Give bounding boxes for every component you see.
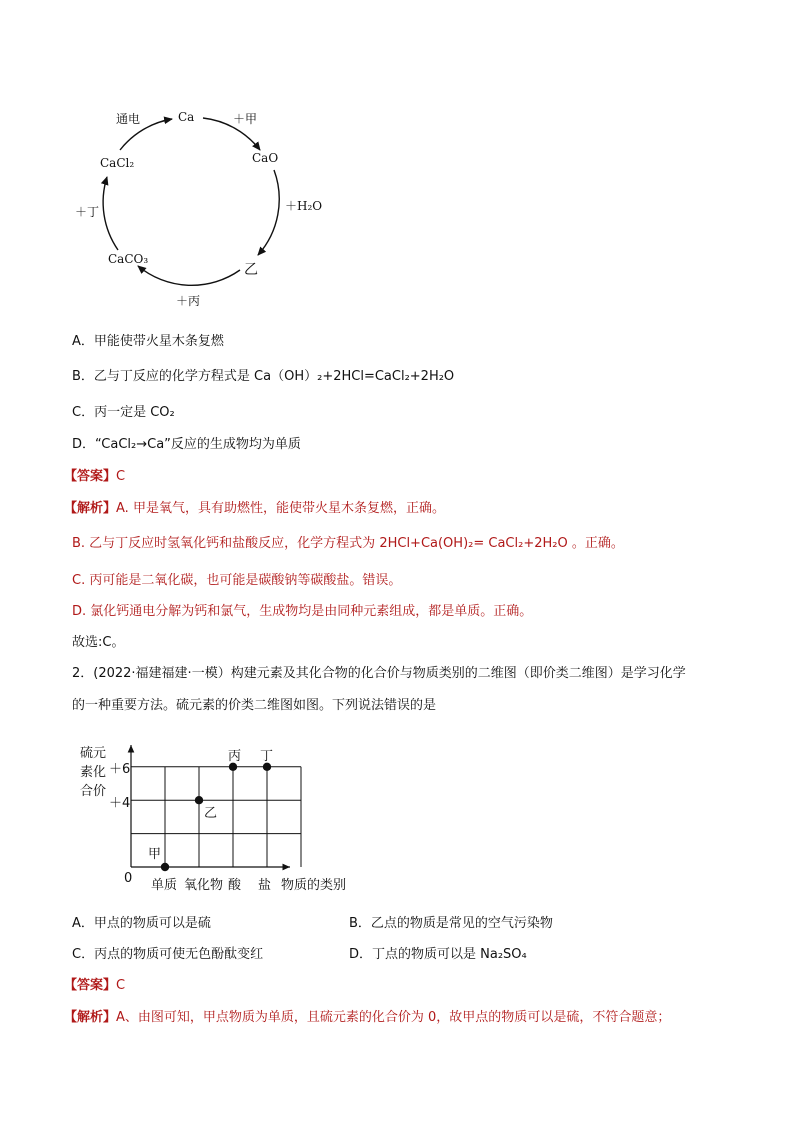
node-caco3: CaCO₃ (108, 252, 149, 266)
point-label-jia: 甲 (148, 847, 162, 862)
point-label-bing: 丙 (228, 749, 242, 764)
q1-option-c: C．丙一定是 CO₂ (72, 405, 175, 420)
q1-conclusion: 故选:C。 (72, 635, 125, 650)
chart-point-甲 (161, 863, 169, 871)
q2-analysis-tag: 【解析】 (64, 1010, 117, 1025)
label-plus-ding: ＋丁 (75, 205, 100, 219)
node-yi: 乙 (244, 262, 258, 278)
node-ca: Ca (178, 110, 195, 124)
chart-point-乙 (195, 796, 203, 804)
q2-answer-value: C (116, 978, 126, 993)
label-plus-h2o: ＋H₂O (285, 199, 323, 213)
q1-analysis-a: A. 甲是氧气，具有助燃性，能使带火星木条复燃，正确。 (116, 501, 445, 516)
q1-analysis-c: C. 丙可能是二氧化碳，也可能是碳酸钠等碳酸盐。错误。 (72, 573, 402, 588)
q1-option-b: B．乙与丁反应的化学方程式是 Ca（OH）₂+2HCl=CaCl₂+2H₂O (72, 369, 455, 384)
label-tongdian: 通电 (116, 112, 141, 126)
q1-analysis-tag: 【解析】 (64, 501, 117, 516)
q2-option-a: A．甲点的物质可以是硫 (72, 916, 211, 931)
xcat-danzhi: 单质 (151, 878, 178, 893)
q2-analysis-a: A、由图可知，甲点物质为单质，且硫元素的化合价为 0，故甲点的物质可以是硫，不符合题意； (116, 1010, 671, 1025)
q2-answer-tag: 【答案】 (64, 978, 117, 993)
q2-answer-line (64, 977, 125, 995)
q1-analysis-d: D. 氯化钙通电分解为钙和氯气，生成物均是由同种元素组成，都是单质。正确。 (72, 604, 533, 619)
q2-option-b: B．乙点的物质是常见的空气污染物 (349, 916, 553, 931)
ylabel-line-2: 素化 (80, 765, 107, 780)
label-plus-jia: ＋甲 (233, 112, 258, 126)
ytick-plus6: ＋6 (109, 762, 131, 777)
chart-ylabel (80, 744, 106, 801)
q2-stem-line2: 的一种重要方法。硫元素的价类二维图如图。下列说法错误的是 (72, 698, 437, 713)
label-plus-bing: ＋丙 (176, 294, 201, 308)
point-label-ding: 丁 (260, 749, 274, 764)
ylabel-line-3: 合价 (80, 784, 107, 799)
ytick-plus4: ＋4 (109, 796, 131, 811)
ytick-zero: 0 (124, 871, 133, 886)
q2-stem-line1: 2．(2022·福建福建·一模）构建元素及其化合物的化合价与物质类别的二维图（即价类二维图）是学习化学 (72, 666, 686, 681)
q1-analysis-b: B. 乙与丁反应时氢氧化钙和盐酸反应，化学方程式为 2HCl+Ca(OH)₂= CaCl₂+2H₂O 。正确。 (72, 536, 624, 551)
xcat-suan: 酸 (228, 878, 242, 893)
node-cao: CaO (252, 151, 279, 165)
xcat-yanghuawu: 氧化物 (184, 878, 224, 893)
q2-option-d: D．丁点的物质可以是 Na₂SO₄ (349, 947, 527, 962)
point-label-yi: 乙 (204, 806, 218, 821)
q1-option-a: A．甲能使带火星木条复燃 (72, 334, 224, 349)
q1-answer-value: C (116, 469, 126, 484)
q2-option-c: C．丙点的物质可使无色酚酞变红 (72, 947, 264, 962)
xcat-yan: 盐 (258, 878, 272, 893)
chart-xlabel: 物质的类别 (281, 878, 347, 893)
node-cacl2: CaCl₂ (100, 156, 135, 170)
q1-answer-tag: 【答案】 (64, 469, 117, 484)
q2-analysis-a-line (64, 1009, 670, 1027)
ylabel-line-1: 硫元 (80, 746, 107, 761)
q1-option-d: D．“CaCl₂→Ca”反应的生成物均为单质 (72, 437, 301, 452)
